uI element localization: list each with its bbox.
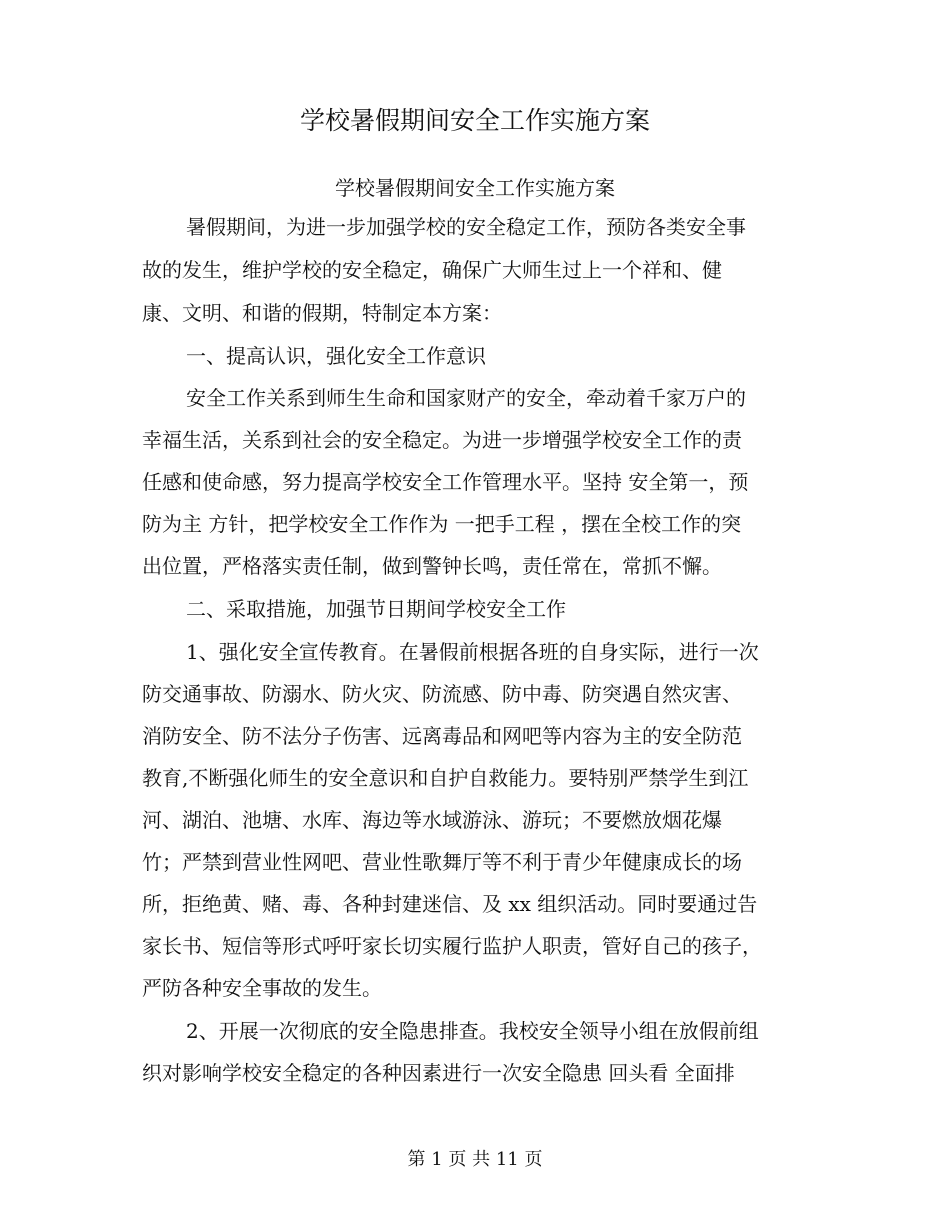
body-line: 任感和使命感，努力提高学校安全工作管理水平。坚持 安全第一，预 — [142, 470, 749, 494]
body-line: 严防各种安全事故的发生。 — [142, 976, 382, 1000]
body-line: 消防安全、防不法分子伤害、远离毒品和网吧等内容为主的安全防范 — [142, 724, 742, 748]
body-line: 2、开展一次彻底的安全隐患排查。我校安全领导小组在放假前组 — [186, 1019, 759, 1043]
body-line: 家长书、短信等形式呼吁家长切实履行监护人职责，管好自己的孩子， — [142, 934, 762, 958]
body-line: 康、文明、和谐的假期，特制定本方案： — [142, 301, 502, 325]
body-line: 出位置，严格落实责任制，做到警钟长鸣，责任常在，常抓不懈。 — [142, 554, 722, 578]
document-title: 学校暑假期间安全工作实施方案 — [299, 106, 650, 135]
body-line: 河、湖泊、池塘、水库、海边等水域游泳、游玩；不要燃放烟花爆 — [142, 808, 722, 832]
body-line: 所，拒绝黄、赌、毒、各种封建迷信、及 xx 组织活动。同时要通过告 — [142, 892, 758, 916]
body-line: 1、强化安全宣传教育。在暑假前根据各班的自身实际，进行一次 — [186, 640, 759, 664]
body-line: 织对影响学校安全稳定的各种因素进行一次安全隐患 回头看 全面排 — [142, 1061, 735, 1085]
body-line: 安全工作关系到师生生命和国家财产的安全，牵动着千家万户的 — [186, 386, 746, 410]
body-line: 教育,不断强化师生的安全意识和自护自救能力。要特别严禁学生到江 — [142, 766, 749, 790]
body-line: 暑假期间，为进一步加强学校的安全稳定工作，预防各类安全事 — [186, 215, 746, 239]
document-subtitle: 学校暑假期间安全工作实施方案 — [335, 176, 615, 200]
section-heading: 二、采取措施，加强节日期间学校安全工作 — [186, 597, 566, 621]
body-line: 防为主 方针，把学校安全工作作为 一把手工程 ，摆在全校工作的突 — [142, 512, 742, 536]
body-line: 防交通事故、防溺水、防火灾、防流感、防中毒、防突遇自然灾害、 — [142, 682, 742, 706]
page-number: 第 1 页 共 11 页 — [407, 1149, 543, 1170]
body-line: 幸福生活，关系到社会的安全稳定。为进一步增强学校安全工作的责 — [142, 428, 742, 452]
body-line: 竹；严禁到营业性网吧、营业性歌舞厅等不利于青少年健康成长的场 — [142, 850, 742, 874]
body-line: 故的发生，维护学校的安全稳定，确保广大师生过上一个祥和、健 — [142, 258, 722, 282]
section-heading: 一、提高认识，强化安全工作意识 — [186, 344, 486, 368]
